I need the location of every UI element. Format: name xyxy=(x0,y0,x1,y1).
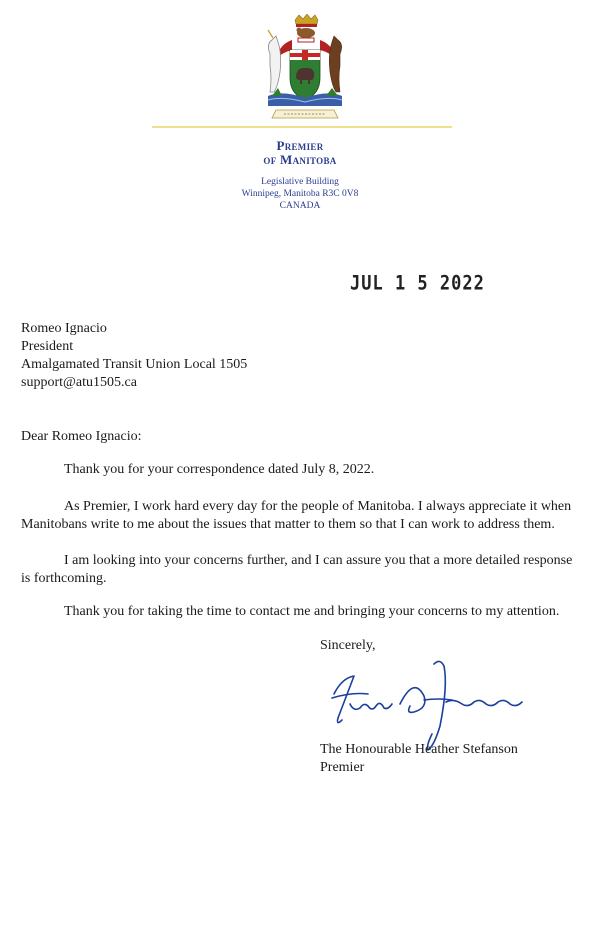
body-paragraph-3-line2: is forthcoming. xyxy=(21,571,107,586)
letterhead-address-line1: Legislative Building xyxy=(261,177,339,187)
manitoba-coat-of-arms-icon xyxy=(262,14,348,126)
office-title-line1: Premier xyxy=(276,138,324,153)
body-paragraph-2-line2: Manitobans write to me about the issues that matter to them so that I can work to address them. xyxy=(21,517,555,532)
recipient-email: support@atu1505.ca xyxy=(21,375,137,390)
salutation: Dear Romeo Ignacio: xyxy=(21,429,142,444)
body-paragraph-1: Thank you for your correspondence dated July 8, 2022. xyxy=(64,462,375,477)
body-paragraph-4: Thank you for taking the time to contact me and bringing your concerns to my attention. xyxy=(64,604,560,619)
office-title-line2: of Manitoba xyxy=(263,152,337,167)
signature xyxy=(328,656,528,752)
date-stamp: JUL 1 5 2022 xyxy=(350,272,485,295)
letterhead-address-line2: Winnipeg, Manitoba R3C 0V8 xyxy=(241,189,359,199)
body-paragraph-2-line1: As Premier, I work hard every day for the people of Manitoba. I always appreciate it when xyxy=(64,499,572,514)
recipient-name: Romeo Ignacio xyxy=(21,321,107,336)
recipient-organization: Amalgamated Transit Union Local 1505 xyxy=(21,357,248,372)
letterhead-address-line3: CANADA xyxy=(279,201,321,211)
recipient-title: President xyxy=(21,339,74,354)
signatory-name: The Honourable Heather Stefanson xyxy=(320,742,518,757)
closing: Sincerely, xyxy=(320,638,376,653)
signatory-title: Premier xyxy=(320,760,365,775)
letterhead-divider xyxy=(152,126,452,128)
body-paragraph-3-line1: I am looking into your concerns further, and I can assure you that a more detailed response xyxy=(64,553,573,568)
